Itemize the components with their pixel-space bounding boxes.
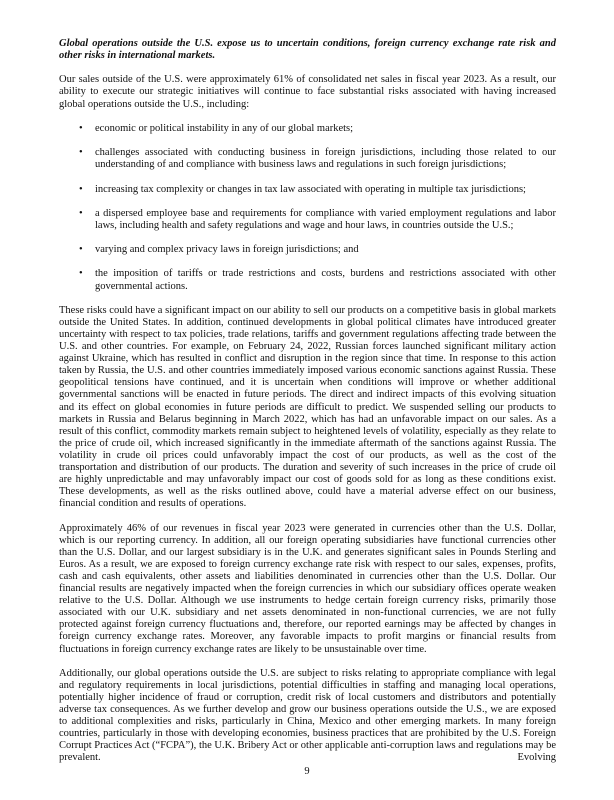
- list-item-text: increasing tax complexity or changes in tax law associated with operating in multiple tax jurisdictions;: [95, 183, 526, 195]
- document-page: [59, 38, 556, 777]
- list-item: [59, 184, 556, 196]
- bullet-icon: •: [79, 183, 83, 195]
- bullet-icon: •: [79, 244, 83, 256]
- body-paragraph-compliance: Additionally, our global operations outside the U.S. are subject to risks relating to appropriate compliance with legal and regulatory requirements in local jurisdictions, potential difficulties in staffing and managing local operations, potentially higher incidence of fraud or corruption, credit risk of local customers and distributors and potentially adverse tax consequences. As we further develop and grow our business operations outside the U.S., we are exposed to additional complexities and risks, particularly in China, Mexico and other emerging markets. In many foreign countries, particularly in those with developing economies, business practices that are prohibited by the U.S. Foreign Corrupt Practices Act (“FCPA”), the U.K. Bribery Act or other applicable anti-corruption laws and regulations may be prevalent. Evolving: [59, 667, 556, 764]
- list-item: [59, 147, 556, 171]
- bullet-icon: •: [79, 268, 83, 280]
- section-heading: Global operations outside the U.S. expose us to uncertain conditions, foreign currency exchange rate risk and other risks in international markets.: [59, 38, 556, 62]
- list-item: [59, 208, 556, 232]
- page-number: 9: [304, 766, 310, 777]
- list-item-text: the imposition of tariffs or trade restrictions and costs, burdens and restrictions associated with other governmental actions.: [95, 268, 556, 292]
- bullet-icon: •: [79, 147, 83, 159]
- intro-paragraph: Our sales outside of the U.S. were approximately 61% of consolidated net sales in fiscal year 2023. As a result, our ability to execute our strategic initiatives will continue to face substantial risks associated with having increased global operations outside the U.S., including:: [59, 74, 556, 110]
- bullet-icon: •: [79, 207, 83, 219]
- list-item: [59, 244, 556, 256]
- list-item: [59, 268, 556, 292]
- list-item: [59, 123, 556, 135]
- list-item-text: challenges associated with conducting business in foreign jurisdictions, including those related to our understanding of and compliance with business laws and regulations in such foreign jurisdictions;: [95, 147, 556, 171]
- body-paragraph-geopolitical: These risks could have a significant impact on our ability to sell our products on a competitive basis in global markets outside the United States. In addition, continued developments in global political climates have introduced greater uncertainty with respect to tax policies, trade relations, tariffs and government regulations affecting trade between the U.S. and other countries. For example, on February 24, 2022, Russian forces launched significant military action against Ukraine, which has resulted in conflict and disruption in the region since that time. In response to this action taken by Russia, the U.S. and other countries immediately imposed various economic sanctions against Russia. These geopolitical tensions have continued, and it is uncertain when conditions will improve or whether additional governmental sanctions will be enacted in future periods. The direct and indirect impacts of this evolving situation and its effect on global economies in future periods are difficult to predict. We suspended selling our products to markets in Russia and Belarus beginning in March 2022, which has had an unfavorable impact on our sales. As a result of this conflict, commodity markets remain subject to heightened levels of volatility, especially as they relate to the price of crude oil, which increased significantly in the immediate aftermath of the sanctions against Russia. The volatility in crude oil prices could unfavorably impact the cost of our products, as well as the cost of the transportation and distribution of our products. The duration and severity of such increases in the price of crude oil are highly unpredictable and may unfavorably impact our cost of goods sold for as long as these conditions exist. These developments, as well as the risks outlined above, could have a material adverse effect on our business, financial condition and results of operations.: [59, 304, 556, 510]
- list-item-text: varying and complex privacy laws in foreign jurisdictions; and: [95, 244, 359, 256]
- list-item-text: economic or political instability in any of our global markets;: [95, 122, 354, 134]
- bullet-icon: •: [79, 122, 83, 134]
- body-paragraph-currency: Approximately 46% of our revenues in fiscal year 2023 were generated in currencies other than the U.S. Dollar, which is our reporting currency. In addition, all our foreign operating subsidiaries have functional currencies other than the U.S. Dollar, and our largest subsidiary is in the U.K. and generates significant sales in Pounds Sterling and Euros. As a result, we are exposed to foreign currency exchange rate risk with respect to our sales, expenses, profits, cash and cash equivalents, other assets and liabilities denominated in currencies other than the U.S. Dollar. Our financial results are negatively impacted when the foreign currencies in which our subsidiary offices operate weaken relative to the U.S. Dollar. Although we use instruments to hedge certain foreign currency risks, primarily those associated with our U.K. subsidiary and net assets denominated in non-functional currencies, we are not fully protected against foreign currency fluctuations and, therefore, our reported earnings may be affected by changes in foreign currency exchange rates. Moreover, any favorable impacts to profit margins or financial results from fluctuations in foreign currency exchange rates are likely to be unsustainable over time.: [59, 522, 556, 655]
- list-item-text: a dispersed employee base and requirements for compliance with varied employment regulations and labor laws, including health and safety regulations and wage and hour laws, in countries outside the U.S.;: [95, 207, 556, 231]
- risk-list: [59, 123, 556, 293]
